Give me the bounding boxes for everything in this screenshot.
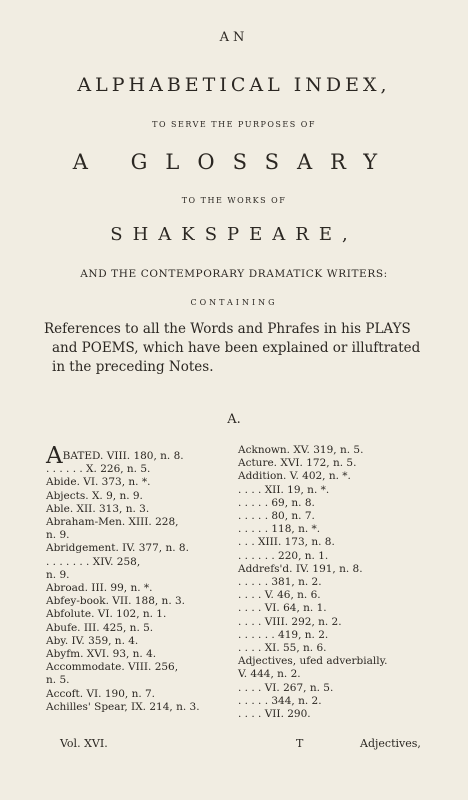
index-entry: Abfey-book. VII. 188, n. 3.: [46, 595, 186, 608]
index-entry: Achilles' Spear, IX. 214, n. 3.: [46, 700, 200, 713]
index-entry: Abfolute. VI. 102, n. 1.: [46, 608, 167, 621]
footer-volume: Vol. XVI.: [60, 737, 108, 750]
index-entry: n. 9.: [46, 529, 70, 542]
index-entry: Aby. IV. 359, n. 4.: [46, 634, 139, 647]
index-entry: . . . . . 344, n. 2.: [238, 694, 322, 707]
index-entry: . . . . VII. 290.: [238, 708, 311, 721]
title-an: AN: [219, 30, 249, 45]
index-entry: . . . . . 118, n. *.: [238, 523, 321, 536]
index-entry: Abufe. III. 425, n. 5.: [46, 621, 154, 634]
title-contemporary-writers: AND THE CONTEMPORARY DRAMATICK WRITERS:: [80, 268, 388, 280]
index-entry: Abjects. X. 9, n. 9.: [46, 489, 143, 502]
index-entry: . . . . . . X. 226, n. 5.: [46, 463, 151, 476]
index-entry: Adjectives, ufed adverbially.: [238, 655, 388, 668]
index-entry: . . . . . 69, n. 8.: [238, 496, 315, 509]
title-glossary: A GLOSSARY: [72, 150, 396, 174]
index-entry: Abridgement. IV. 377, n. 8.: [46, 542, 189, 555]
index-entry: Abide. VI. 373, n. *.: [46, 476, 151, 489]
index-entry: . . . . . . . XIV. 258,: [46, 555, 141, 568]
intro-paragraph: [44, 320, 434, 377]
index-entry: Acture. XVI. 172, n. 5.: [238, 457, 357, 470]
index-entry: Abraham-Men. XIII. 228,: [46, 516, 179, 529]
index-entry: . . . . XII. 19, n. *.: [238, 483, 330, 496]
index-column-right: [238, 444, 438, 721]
index-entry: . . . . . . 220, n. 1.: [238, 549, 329, 562]
index-entry: . . . . V. 46, n. 6.: [238, 589, 321, 602]
index-entry: Accommodate. VIII. 256,: [46, 661, 179, 674]
title-serve-purposes: TO SERVE THE PURPOSES OF: [152, 120, 316, 129]
intro-line: and POEMS, which have been explained or illuftrated: [52, 340, 421, 356]
index-entry: n. 9.: [46, 568, 70, 581]
index-entry: . . . . XI. 55, n. 6.: [238, 642, 327, 655]
index-entry: Abroad. III. 99, n. *.: [46, 582, 153, 595]
footer-catchword: Adjectives,: [360, 737, 421, 750]
index-entry: Acknown. XV. 319, n. 5.: [238, 444, 364, 456]
index-entry-text: BATED. VIII. 180, n. 8.: [62, 450, 184, 462]
index-entry: . . . . VI. 267, n. 5.: [238, 681, 334, 694]
index-entry: Abyfm. XVI. 93, n. 4.: [46, 648, 157, 661]
title-alphabetical-index: ALPHABETICAL INDEX,: [77, 74, 391, 96]
index-entry: Addition. V. 402, n. *.: [238, 470, 351, 483]
title-works-of: TO THE WORKS OF: [181, 196, 287, 205]
index-entry: . . . XIII. 173, n. 8.: [238, 536, 335, 549]
title-containing: CONTAINING: [190, 298, 278, 307]
title-author: SHAKSPEARE,: [110, 224, 358, 245]
index-column-left: [46, 444, 236, 714]
index-entry: . . . . . . 419, n. 2.: [238, 628, 329, 641]
index-entry: . . . . VIII. 292, n. 2.: [238, 615, 342, 628]
index-entry: . . . . VI. 64, n. 1.: [238, 602, 327, 615]
index-entry: Able. XII. 313, n. 3.: [46, 502, 150, 515]
index-entry: . . . . . 381, n. 2.: [238, 576, 322, 589]
footer-signature-mark: T: [296, 737, 304, 750]
index-entry-first: [46, 443, 236, 469]
section-letter: A.: [227, 412, 241, 427]
index-entry: . . . . . 80, n. 7.: [238, 510, 315, 523]
drop-cap: A: [46, 443, 63, 469]
intro-line: References to all the Words and Phrafes in his PLAYS: [44, 321, 411, 337]
index-entry: Addrefs'd. IV. 191, n. 8.: [238, 562, 363, 575]
index-entry: V. 444, n. 2.: [238, 668, 301, 681]
intro-line: in the preceding Notes.: [52, 359, 214, 375]
index-entry: Accoft. VI. 190, n. 7.: [46, 687, 156, 700]
index-entry: n. 5.: [46, 674, 70, 687]
